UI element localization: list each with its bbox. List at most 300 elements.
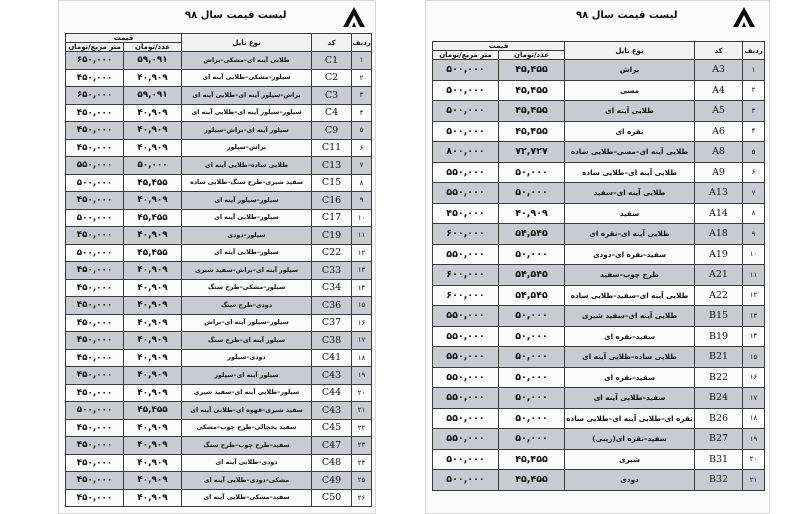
tile-code-cell: A22	[695, 285, 743, 306]
tile-code-cell: C50	[312, 489, 352, 507]
price-per-unit-cell: ۴۰,۹۰۹	[124, 104, 182, 122]
tile-code-cell: A14	[695, 203, 743, 224]
tile-type-cell: سیلور آینه ای–سیلور	[182, 367, 312, 385]
price-per-unit-cell: ۴۰,۹۰۹	[499, 203, 565, 224]
tile-code-cell: C22	[312, 244, 352, 262]
tile-type-cell: نقره ای	[565, 121, 695, 142]
table-row	[66, 332, 372, 350]
row-number-cell: ۱۲	[743, 285, 765, 306]
price-per-unit-cell: ۴۵,۴۵۵	[124, 209, 182, 227]
tile-code-cell: A18	[695, 224, 743, 245]
row-number-cell: ۱	[743, 60, 765, 81]
price-per-unit-cell: ۴۰,۹۰۹	[124, 349, 182, 367]
tile-code-cell: C13	[312, 157, 352, 175]
tile-code-cell: C4	[312, 104, 352, 122]
tile-type-cell: سیلور–دودی	[182, 227, 312, 245]
tile-type-cell: سفید	[565, 203, 695, 224]
row-number-cell: ۹	[743, 224, 765, 245]
table-row	[66, 174, 372, 192]
table-row	[66, 349, 372, 367]
table-row	[433, 347, 765, 368]
table-row	[433, 121, 765, 142]
table-row	[433, 244, 765, 265]
row-number-cell: ۱۴	[352, 279, 372, 297]
header-tile-type: نوع تایل	[182, 34, 312, 52]
header-tile-type: نوع تایل	[565, 42, 695, 60]
header-price-per-unit: عدد/تومان	[124, 43, 182, 52]
table-row	[433, 183, 765, 204]
tile-type-cell: براش–سیلور	[182, 139, 312, 157]
row-number-cell: ۲۵	[352, 472, 372, 490]
row-number-cell: ۲۰	[743, 449, 765, 470]
tile-type-cell: سفید–مشکی–طلایی آینه ای	[182, 489, 312, 507]
price-per-unit-cell: ۵۰,۰۰۰	[499, 388, 565, 409]
price-per-unit-cell: ۵۰,۰۰۰	[124, 157, 182, 175]
tile-code-cell: C47	[312, 437, 352, 455]
price-per-unit-cell: ۴۰,۹۰۹	[124, 262, 182, 280]
tile-code-cell: A6	[695, 121, 743, 142]
price-per-unit-cell: ۴۵,۴۵۵	[124, 174, 182, 192]
price-per-sqm-cell: ۵۵۰,۰۰۰	[433, 183, 499, 204]
table-row	[433, 101, 765, 122]
price-per-unit-cell: ۴۰,۹۰۹	[124, 69, 182, 87]
price-per-sqm-cell: ۴۵۰,۰۰۰	[66, 472, 124, 490]
tile-code-cell: C36	[312, 297, 352, 315]
table-row	[66, 157, 372, 175]
tile-type-cell: سفید–نقره ای	[565, 367, 695, 388]
row-number-cell: ۱	[352, 52, 372, 70]
row-number-cell: ۲۱	[743, 470, 765, 491]
row-number-cell: ۲	[352, 69, 372, 87]
price-per-unit-cell: ۴۰,۹۰۹	[124, 367, 182, 385]
tile-type-cell: طلایی آینه ای–سفید–طلایی ساده	[565, 285, 695, 306]
tile-type-cell: مشکی–دودی–طلایی آینه ای	[182, 472, 312, 490]
row-number-cell: ۷	[743, 183, 765, 204]
price-per-sqm-cell: ۴۵۰,۰۰۰	[66, 227, 124, 245]
price-table	[432, 41, 765, 491]
row-number-cell: ۱۱	[743, 265, 765, 286]
row-number-cell: ۱۸	[352, 349, 372, 367]
row-number-cell: ۲۳	[352, 437, 372, 455]
table-row	[66, 489, 372, 507]
table-row	[66, 454, 372, 472]
row-number-cell: ۸	[352, 174, 372, 192]
price-per-unit-cell: ۴۵,۴۵۵	[499, 80, 565, 101]
tile-code-cell: A9	[695, 162, 743, 183]
row-number-cell: ۲۰	[352, 384, 372, 402]
row-number-cell: ۲۲	[352, 419, 372, 437]
tile-type-cell: شیری	[565, 449, 695, 470]
tile-type-cell: طلایی آینه ای–مشکی–براش	[182, 52, 312, 70]
tile-code-cell: C38	[312, 332, 352, 350]
price-per-sqm-cell: ۴۵۰,۰۰۰	[66, 367, 124, 385]
row-number-cell: ۱۴	[743, 326, 765, 347]
tile-type-cell: طلایی آینه ای–طلایی ساده	[565, 162, 695, 183]
price-per-sqm-cell: ۴۵۰,۰۰۰	[66, 69, 124, 87]
price-per-sqm-cell: ۴۵۰,۰۰۰	[66, 279, 124, 297]
sheet-header	[59, 1, 375, 33]
table-row	[433, 326, 765, 347]
tile-code-cell: C44	[312, 384, 352, 402]
table-row	[66, 279, 372, 297]
tile-code-cell: C43	[312, 402, 352, 420]
tile-code-cell: B15	[695, 306, 743, 327]
row-number-cell: ۷	[352, 157, 372, 175]
tile-code-cell: C19	[312, 227, 352, 245]
tile-code-cell: C9	[312, 122, 352, 140]
page-title: لیست قیمت سال ۹۸	[576, 10, 678, 21]
price-per-sqm-cell: ۴۵۰,۰۰۰	[66, 384, 124, 402]
price-per-unit-cell: ۴۰,۹۰۹	[124, 192, 182, 210]
row-number-cell: ۵	[352, 122, 372, 140]
row-number-cell: ۱۵	[743, 347, 765, 368]
price-per-unit-cell: ۵۴,۵۴۵	[499, 224, 565, 245]
tile-type-cell: طلایی ساده–طلایی آینه ای	[565, 347, 695, 368]
table-row	[66, 402, 372, 420]
tile-type-cell: سیلور–مشکی–طرح سنگ	[182, 279, 312, 297]
row-number-cell: ۶	[352, 139, 372, 157]
tile-code-cell: C33	[312, 262, 352, 280]
tile-type-cell: طلایی آینه ای–سفید	[565, 183, 695, 204]
row-number-cell: ۳	[352, 87, 372, 105]
price-per-sqm-cell: ۵۰۰,۰۰۰	[433, 60, 499, 81]
price-per-sqm-cell: ۴۵۰,۰۰۰	[66, 314, 124, 332]
tile-type-cell: نقره ای–طلایی آینه ای–طلایی ساده	[565, 408, 695, 429]
tile-code-cell: C34	[312, 279, 352, 297]
price-per-sqm-cell: ۴۵۰,۰۰۰	[66, 297, 124, 315]
price-per-sqm-cell: ۴۵۰,۰۰۰	[66, 104, 124, 122]
price-per-sqm-cell: ۴۵۰,۰۰۰	[66, 192, 124, 210]
price-per-sqm-cell: ۴۵۰,۰۰۰	[433, 203, 499, 224]
table-row	[433, 470, 765, 491]
table-row	[66, 192, 372, 210]
row-number-cell: ۳	[743, 101, 765, 122]
price-per-sqm-cell: ۴۵۰,۰۰۰	[66, 122, 124, 140]
price-per-sqm-cell: ۴۵۰,۰۰۰	[66, 332, 124, 350]
price-per-unit-cell: ۴۰,۹۰۹	[124, 279, 182, 297]
tile-code-cell: C48	[312, 454, 352, 472]
price-per-sqm-cell: ۵۰۰,۰۰۰	[66, 209, 124, 227]
tile-code-cell: A3	[695, 60, 743, 81]
price-per-unit-cell: ۷۲,۷۲۷	[499, 142, 565, 163]
table-row	[433, 408, 765, 429]
price-table	[65, 33, 372, 507]
tile-type-cell: مسی	[565, 80, 695, 101]
price-per-sqm-cell: ۵۰۰,۰۰۰	[433, 80, 499, 101]
table-row	[433, 367, 765, 388]
price-per-sqm-cell: ۴۵۰,۰۰۰	[66, 139, 124, 157]
price-per-sqm-cell: ۶۵۰,۰۰۰	[66, 52, 124, 70]
tile-type-cell: دودی–طرح سنگ	[182, 297, 312, 315]
company-logo-icon	[731, 5, 757, 29]
table-row	[66, 69, 372, 87]
header-price-group: قیمت	[433, 42, 565, 51]
tile-type-cell: دودی–طلایی آینه ای	[182, 454, 312, 472]
price-per-unit-cell: ۵۴,۵۴۵	[499, 285, 565, 306]
tile-type-cell: سیلور آینه ای–طرح سنگ	[182, 332, 312, 350]
table-row	[433, 80, 765, 101]
tile-code-cell: C2	[312, 69, 352, 87]
tile-type-cell: سیلور–طلایی آینه ای	[182, 209, 312, 227]
tile-code-cell: C45	[312, 419, 352, 437]
price-list-sheet-left	[58, 0, 376, 514]
table-row	[433, 265, 765, 286]
table-row	[66, 104, 372, 122]
tile-type-cell: طلایی آینه ای–نقره ای	[565, 224, 695, 245]
price-per-unit-cell: ۴۰,۹۰۹	[124, 437, 182, 455]
price-per-sqm-cell: ۵۵۰,۰۰۰	[433, 408, 499, 429]
tile-type-cell: سفید–طلایی آینه ای	[565, 388, 695, 409]
price-per-unit-cell: ۴۵,۴۵۵	[499, 449, 565, 470]
tile-type-cell: سیلور–سیلور آینه ای	[182, 192, 312, 210]
price-per-sqm-cell: ۵۵۰,۰۰۰	[433, 429, 499, 450]
tile-type-cell: سفید–نقره ای(زیبی)	[565, 429, 695, 450]
tile-code-cell: C16	[312, 192, 352, 210]
tile-code-cell: C15	[312, 174, 352, 192]
price-per-unit-cell: ۵۰,۰۰۰	[499, 326, 565, 347]
price-per-sqm-cell: ۵۵۰,۰۰۰	[66, 157, 124, 175]
price-per-sqm-cell: ۵۰۰,۰۰۰	[66, 174, 124, 192]
row-number-cell: ۲	[743, 80, 765, 101]
row-number-cell: ۱۱	[352, 227, 372, 245]
header-price-per-unit: عدد/تومان	[499, 51, 565, 60]
table-row	[66, 367, 372, 385]
row-number-cell: ۱۶	[743, 367, 765, 388]
tile-type-cell: دودی–سیلور	[182, 349, 312, 367]
row-number-cell: ۹	[352, 192, 372, 210]
row-number-cell: ۴	[352, 104, 372, 122]
tile-type-cell: سیلور–طلایی آینه ای–سفید شیری	[182, 384, 312, 402]
tile-code-cell: C49	[312, 472, 352, 490]
table-row	[66, 87, 372, 105]
tile-code-cell: A13	[695, 183, 743, 204]
table-row	[433, 285, 765, 306]
row-number-cell: ۱۳	[743, 306, 765, 327]
tile-type-cell: طلایی آینه ای–سفید شیری	[565, 306, 695, 327]
header-row-number: ردیف	[352, 34, 372, 52]
price-per-sqm-cell: ۴۵۰,۰۰۰	[66, 419, 124, 437]
table-row	[66, 314, 372, 332]
tile-code-cell: B32	[695, 470, 743, 491]
row-number-cell: ۶	[743, 162, 765, 183]
price-per-sqm-cell: ۴۵۰,۰۰۰	[66, 437, 124, 455]
tile-type-cell: سیلور آینه ای–براش–سفید شیری	[182, 262, 312, 280]
price-per-unit-cell: ۵۰,۰۰۰	[499, 306, 565, 327]
price-per-unit-cell: ۴۰,۹۰۹	[124, 122, 182, 140]
tile-code-cell: C37	[312, 314, 352, 332]
row-number-cell: ۴	[743, 121, 765, 142]
tile-code-cell: B31	[695, 449, 743, 470]
table-row	[433, 449, 765, 470]
price-per-unit-cell: ۴۰,۹۰۹	[124, 297, 182, 315]
tile-type-cell: براش	[565, 60, 695, 81]
tile-code-cell: B21	[695, 347, 743, 368]
header-code: کد	[695, 42, 743, 60]
page-title: لیست قیمت سال ۹۸	[185, 10, 287, 21]
tile-type-cell: سفید یخچالی–طرح چوب–مشکی	[182, 419, 312, 437]
table-row	[433, 203, 765, 224]
table-row	[66, 384, 372, 402]
header-price-group: قیمت	[66, 34, 182, 43]
header-row-number: ردیف	[743, 42, 765, 60]
price-per-sqm-cell: ۶۰۰,۰۰۰	[433, 224, 499, 245]
table-row	[66, 139, 372, 157]
price-per-unit-cell: ۴۰,۹۰۹	[124, 139, 182, 157]
price-per-unit-cell: ۵۹,۰۹۱	[124, 52, 182, 70]
row-number-cell: ۱۰	[743, 244, 765, 265]
row-number-cell: ۱۹	[352, 367, 372, 385]
row-number-cell: ۱۰	[352, 209, 372, 227]
tile-code-cell: B22	[695, 367, 743, 388]
price-per-unit-cell: ۴۰,۹۰۹	[124, 472, 182, 490]
row-number-cell: ۱۹	[743, 429, 765, 450]
price-per-unit-cell: ۴۰,۹۰۹	[124, 384, 182, 402]
table-row	[433, 429, 765, 450]
price-per-unit-cell: ۴۵,۴۵۵	[124, 244, 182, 262]
price-per-sqm-cell: ۴۵۰,۰۰۰	[66, 262, 124, 280]
tile-type-cell: طلایی آینه ای	[565, 101, 695, 122]
price-per-sqm-cell: ۵۰۰,۰۰۰	[433, 121, 499, 142]
price-per-unit-cell: ۴۰,۹۰۹	[124, 227, 182, 245]
price-per-unit-cell: ۵۰,۰۰۰	[499, 367, 565, 388]
tile-code-cell: B24	[695, 388, 743, 409]
price-per-unit-cell: ۵۴,۵۴۵	[499, 265, 565, 286]
price-per-unit-cell: ۴۵,۴۵۵	[124, 402, 182, 420]
tile-code-cell: B19	[695, 326, 743, 347]
tile-type-cell: سیلور–طلایی آینه ای	[182, 244, 312, 262]
tile-type-cell: سفید–نقره ای–دودی	[565, 244, 695, 265]
table-row	[66, 244, 372, 262]
price-per-unit-cell: ۵۰,۰۰۰	[499, 429, 565, 450]
header-code: کد	[312, 34, 352, 52]
tile-code-cell: C41	[312, 349, 352, 367]
tile-code-cell: C3	[312, 87, 352, 105]
row-number-cell: ۲۱	[352, 402, 372, 420]
table-row	[433, 224, 765, 245]
price-per-sqm-cell: ۵۰۰,۰۰۰	[66, 402, 124, 420]
tile-code-cell: A21	[695, 265, 743, 286]
header-price-per-sqm: متر مربع/تومان	[66, 43, 124, 52]
price-list-sheet-right	[425, 0, 770, 514]
price-per-unit-cell: ۴۵,۴۵۵	[499, 60, 565, 81]
price-per-sqm-cell: ۵۰۰,۰۰۰	[433, 449, 499, 470]
company-logo-icon	[341, 5, 367, 29]
table-row	[66, 437, 372, 455]
table-row	[433, 306, 765, 327]
row-number-cell: ۲۴	[352, 454, 372, 472]
tile-code-cell: C1	[312, 52, 352, 70]
price-per-sqm-cell: ۵۵۰,۰۰۰	[433, 388, 499, 409]
tile-code-cell: B26	[695, 408, 743, 429]
price-per-sqm-cell: ۵۰۰,۰۰۰	[433, 101, 499, 122]
price-per-sqm-cell: ۶۵۰,۰۰۰	[66, 87, 124, 105]
price-per-unit-cell: ۴۰,۹۰۹	[124, 314, 182, 332]
price-per-unit-cell: ۴۰,۹۰۹	[124, 419, 182, 437]
table-row	[66, 297, 372, 315]
tile-type-cell: سفید–نقره ای	[565, 326, 695, 347]
tile-code-cell: A8	[695, 142, 743, 163]
price-per-unit-cell: ۴۰,۹۰۹	[124, 332, 182, 350]
price-per-sqm-cell: ۴۵۰,۰۰۰	[66, 454, 124, 472]
row-number-cell: ۸	[743, 203, 765, 224]
tile-type-cell: طلایی آینه ای–مسی–طلایی ساده	[565, 142, 695, 163]
tile-type-cell: دودی	[565, 470, 695, 491]
tile-type-cell: طلایی ساده–طلایی آینه ای	[182, 157, 312, 175]
tile-type-cell: سیلور–سیلور آینه ای–طلایی آینه ای	[182, 104, 312, 122]
price-per-unit-cell: ۵۹,۰۹۱	[124, 87, 182, 105]
row-number-cell: ۱۷	[352, 332, 372, 350]
price-per-unit-cell: ۴۵,۴۵۵	[499, 470, 565, 491]
row-number-cell: ۱۸	[743, 408, 765, 429]
tile-code-cell: A19	[695, 244, 743, 265]
tile-type-cell: سفید–طرح چوب–طرح سنگ	[182, 437, 312, 455]
table-row	[66, 472, 372, 490]
row-number-cell: ۱۳	[352, 262, 372, 280]
price-table-body	[66, 52, 372, 507]
tile-type-cell: سفید شیری–قهوه ای–طلایی آینه ای	[182, 402, 312, 420]
price-per-sqm-cell: ۴۵۰,۰۰۰	[66, 489, 124, 507]
price-per-unit-cell: ۵۰,۰۰۰	[499, 162, 565, 183]
tile-type-cell: طرح چوب–سفید	[565, 265, 695, 286]
price-per-unit-cell: ۴۵,۴۵۵	[499, 101, 565, 122]
row-number-cell: ۱۵	[352, 297, 372, 315]
price-per-sqm-cell: ۵۵۰,۰۰۰	[433, 326, 499, 347]
price-table-body	[433, 60, 765, 491]
price-per-sqm-cell: ۵۰۰,۰۰۰	[433, 470, 499, 491]
price-per-sqm-cell: ۴۵۰,۰۰۰	[66, 349, 124, 367]
header-price-per-sqm: متر مربع/تومان	[433, 51, 499, 60]
tile-type-cell: سیلور–مشکی–طلایی آینه ای	[182, 69, 312, 87]
tile-type-cell: سفید شیری–طرح سنگ–طلایی ساده	[182, 174, 312, 192]
price-per-sqm-cell: ۵۵۰,۰۰۰	[433, 306, 499, 327]
table-row	[433, 162, 765, 183]
price-per-sqm-cell: ۶۰۰,۰۰۰	[433, 285, 499, 306]
row-number-cell: ۱۶	[352, 314, 372, 332]
price-per-sqm-cell: ۵۵۰,۰۰۰	[433, 244, 499, 265]
table-row	[66, 262, 372, 280]
tile-type-cell: سیلور آینه ای–براش–سیلور	[182, 122, 312, 140]
price-per-sqm-cell: ۸۰۰,۰۰۰	[433, 142, 499, 163]
price-per-unit-cell: ۵۰,۰۰۰	[499, 347, 565, 368]
table-row	[433, 388, 765, 409]
table-row	[66, 52, 372, 70]
price-per-sqm-cell: ۵۵۰,۰۰۰	[433, 367, 499, 388]
tile-type-cell: سیلور–سیلور آینه ای–براش	[182, 314, 312, 332]
table-row	[66, 209, 372, 227]
row-number-cell: ۵	[743, 142, 765, 163]
price-per-sqm-cell: ۵۰۰,۰۰۰	[66, 244, 124, 262]
price-per-sqm-cell: ۵۵۰,۰۰۰	[433, 162, 499, 183]
price-per-unit-cell: ۴۵,۴۵۵	[499, 121, 565, 142]
tile-type-cell: براش–سیلور آینه ای–طلایی آینه ای	[182, 87, 312, 105]
tile-code-cell: B27	[695, 429, 743, 450]
row-number-cell: ۱۷	[743, 388, 765, 409]
table-row	[433, 142, 765, 163]
tile-code-cell: A5	[695, 101, 743, 122]
price-per-sqm-cell: ۶۰۰,۰۰۰	[433, 265, 499, 286]
tile-code-cell: A4	[695, 80, 743, 101]
price-per-unit-cell: ۵۰,۰۰۰	[499, 183, 565, 204]
table-row	[66, 227, 372, 245]
row-number-cell: ۱۲	[352, 244, 372, 262]
price-per-unit-cell: ۴۰,۹۰۹	[124, 489, 182, 507]
table-row	[433, 60, 765, 81]
table-row	[66, 419, 372, 437]
row-number-cell: ۲۶	[352, 489, 372, 507]
table-row	[66, 122, 372, 140]
tile-code-cell: C17	[312, 209, 352, 227]
price-per-unit-cell: ۵۰,۰۰۰	[499, 408, 565, 429]
